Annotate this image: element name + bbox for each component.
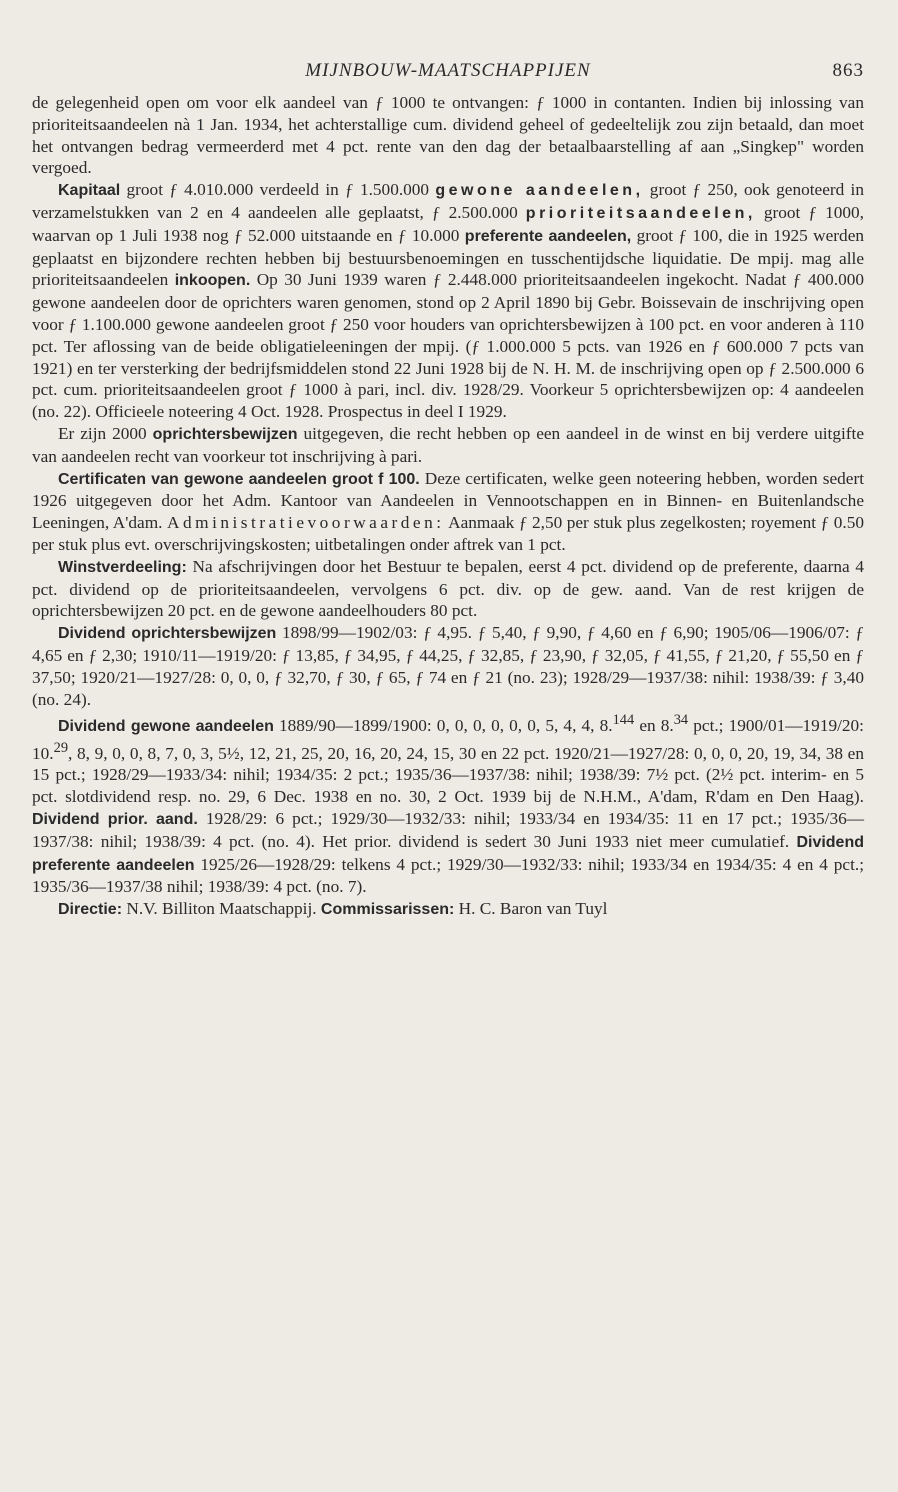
paragraph-oprichtersbewijzen bbox=[32, 423, 864, 468]
body-text bbox=[32, 92, 864, 921]
keyword-directie: Directie: bbox=[58, 901, 123, 919]
superscript: 29 bbox=[53, 739, 69, 756]
text-run: Na afschrijvingen door het Bestuur te bepalen, eerst 4 pct. dividend op de preferente, daarna 4 pct. dividend op de prioriteitsaandeelen, vervolgens 6 pct. div. op de gew. aand. Van de rest krijgen de oprichtersbewijzen 20 pct. en de gewone aandeelhouders 80 pct. bbox=[32, 556, 864, 621]
text-run: 1889/90—1899/1900: 0, 0, 0, 0, 0, 0, 5, 4, 4, 8. bbox=[273, 716, 613, 736]
paragraph-dividend-gewone-aandeelen bbox=[32, 710, 864, 898]
text-run: , 8, 9, 0, 0, 8, 7, 0, 3, 5½, 12, 21, 25, 20, 16, 20, 24, 15, 30 en 22 pct. 1920/21—1927/28: 0, 0, 0, 20, 19, 34, 38 en 15 pct.; 1928/29—1933/34: nihil; 1934/35: 2 pct.; 1935/36—1937/38: nihil; 1938/39: 7½ pct. (2½ pct. interim- en 5 pct. slotdividend resp. no. 29, 6 Dec. 1938 en no. 30, 2 Oct. 1939 bij de N.H.M., A'dam, R'dam en Den Haag). bbox=[32, 743, 864, 807]
text-run: pct.; 1900/01—1919/20: 10. bbox=[32, 716, 864, 763]
superscript: 34 bbox=[673, 712, 689, 729]
keyword-certificaten: Certificaten van gewone aandeelen groot f 100. bbox=[58, 470, 420, 488]
paragraph-kapitaal bbox=[32, 179, 864, 423]
page-number: 863 bbox=[832, 60, 864, 81]
text-run: en 8. bbox=[634, 716, 674, 736]
keyword-dividend-prior-aand: Dividend prior. aand. bbox=[32, 811, 198, 829]
text-run: groot ƒ 4.010.000 verdeeld in ƒ 1.500.000 bbox=[120, 180, 436, 200]
keyword-dividend-preferente-aandeelen: Dividend preferente aandeelen bbox=[32, 833, 864, 874]
header-title: MIJNBOUW-MAATSCHAPPIJEN bbox=[305, 60, 591, 81]
paragraph-dividend-oprichtersbewijzen bbox=[32, 622, 864, 710]
text-run: Er zijn 2000 bbox=[58, 423, 153, 443]
keyword-administratievoorwaarden: Administratievoorwaarden: bbox=[167, 513, 445, 533]
keyword-dividend-oprichtersbewijzen: Dividend oprichtersbewijzen bbox=[58, 625, 277, 643]
text-run: groot ƒ 1000, waarvan op 1 Juli 1938 nog ƒ 52.000 uitstaande en ƒ 10.000 bbox=[32, 202, 864, 245]
keyword-inkoopen: inkoopen. bbox=[174, 272, 251, 290]
paragraph-redemption: de gelegenheid open om voor elk aandeel van ƒ 1000 te ontvangen: ƒ 1000 in contanten. Indien bij inlossing van prioriteitsaandeelen nà 1 Jan. 1934, het achterstallige cum. dividend geheel of gedeeltelijk zou zijn betaald, dan moet het ontvangen bedrag vermeerderd met 4 pct. rente van den dag der betaalbaarstelling af aan „Singkep" worden vergoed. bbox=[32, 93, 864, 178]
paragraph-directie bbox=[32, 898, 864, 921]
running-header bbox=[32, 60, 864, 88]
text-run: Op 30 Juni 1939 waren ƒ 2.448.000 prioriteitsaandeelen ingekocht. Nadat ƒ 400.000 gewone aandeelen door de oprichters waren genomen, stond op 2 April 1890 bij Gebr. Boissevain de inschrijving open voor ƒ 1.100.000 gewone aandeelen groot ƒ 250 voor houders van oprichtersbewijzen à 100 pct. en voor anderen à 110 pct. Ter aflossing van de beide obligatieleeningen der mpij. (ƒ 1.000.000 5 pcts. van 1926 en ƒ 600.000 7 pcts van 1921) en ter versterking der bedrijfsmiddelen stond 22 Juni 1928 bij de N. H. M. de inschrijving open op ƒ 2.500.000 6 pct. cum. prioriteitsaandeelen groot ƒ 1000 à pari, incl. div. 1928/29. Voorkeur 5 oprichtersbewijzen op: 4 aandeelen (no. 22). Officieele noteering 4 Oct. 1928. Prospectus in deel I 1929. bbox=[32, 270, 864, 422]
paragraph-winstverdeeling bbox=[32, 556, 864, 622]
keyword-oprichtersbewijzen: oprichtersbewijzen bbox=[152, 425, 298, 443]
keyword-dividend-gewone-aandeelen: Dividend gewone aandeelen bbox=[58, 718, 274, 736]
paragraph-certificaten bbox=[32, 468, 864, 556]
text-run: Deze certificaten, welke geen noteering hebben, worden sedert 1926 uitgegeven door het Adm. Kantoor van Aandeelen in Vennootschappen en in Binnen- en Buitenlandsche Leeningen, A'dam. bbox=[32, 468, 864, 533]
keyword-gewone-aandeelen: gewone aandeelen, bbox=[435, 182, 644, 200]
superscript: 144 bbox=[612, 712, 635, 729]
text-run: 1928/29: 6 pct.; 1929/30—1932/33: nihil; 1933/34 en 1934/35: 11 en 17 pct.; 1935/36—1937/38: nihil; 1938/39: 4 pct. (no. 4). Het prior. dividend is sedert 30 Juni 1933 niet meer cumulatief. bbox=[32, 809, 865, 851]
keyword-kapitaal: Kapitaal bbox=[58, 182, 121, 200]
text-run: groot ƒ 250, ook genoteerd in verzamelstukken van 2 en 4 aandeelen alle geplaatst, ƒ 2.500.000 bbox=[32, 180, 865, 222]
text-run: uitgegeven, die recht hebben op een aandeel in de winst en bij verdere uitgifte van aandeelen recht van voorkeur tot inschrijving à pari. bbox=[32, 423, 865, 466]
keyword-commissarissen: Commissarissen: bbox=[320, 901, 455, 919]
text-run: 1898/99—1902/03: ƒ 4,95. ƒ 5,40, ƒ 9,90, ƒ 4,60 en ƒ 6,90; 1905/06—1906/07: ƒ 4,65 en ƒ 2,30; 1910/11—1919/20: ƒ 13,85, ƒ 34,95, ƒ 44,25, ƒ 32,85, ƒ 23,90, ƒ 32,05, ƒ 41,55, ƒ 21,20, ƒ 55,50 en ƒ 37,50; 1920/21—1927/28: 0, 0, 0, ƒ 32,70, ƒ 30, ƒ 65, ƒ 74 en ƒ 21 (no. 23); 1928/29—1937/38: nihil: 1938/39: ƒ 3,40 (no. 24). bbox=[32, 623, 864, 709]
text-run: N.V. Billiton Maatschappij. bbox=[122, 899, 321, 919]
text-run: Aanmaak ƒ 2,50 per stuk plus zegelkosten; royement ƒ 0.50 per stuk plus evt. overschrijvingskosten; uitbetalingen onder aftrek van 1 pct. bbox=[32, 513, 865, 554]
keyword-preferente-aandeelen: preferente aandeelen, bbox=[464, 227, 632, 245]
text-run: H. C. Baron van Tuyl bbox=[454, 899, 608, 919]
text-run: groot ƒ 100, die in 1925 werden geplaatst en bijzondere rechten hebben bij bestuursbenoemingen en tusschentijdsche liquidatie. De mpij. mag alle prioriteitsaandeelen bbox=[32, 225, 865, 290]
keyword-prioriteitsaandeelen: prioriteitsaandeelen, bbox=[525, 204, 756, 222]
keyword-winstverdeeling: Winstverdeeling: bbox=[58, 558, 187, 576]
text-run: 1925/26—1928/29: telkens 4 pct.; 1929/30—1932/33: nihil; 1933/34 en 1934/35: 4 en 4 pct.; 1935/36—1937/38 nihil; 1938/39: 4 pct. (no. 7). bbox=[32, 854, 864, 897]
